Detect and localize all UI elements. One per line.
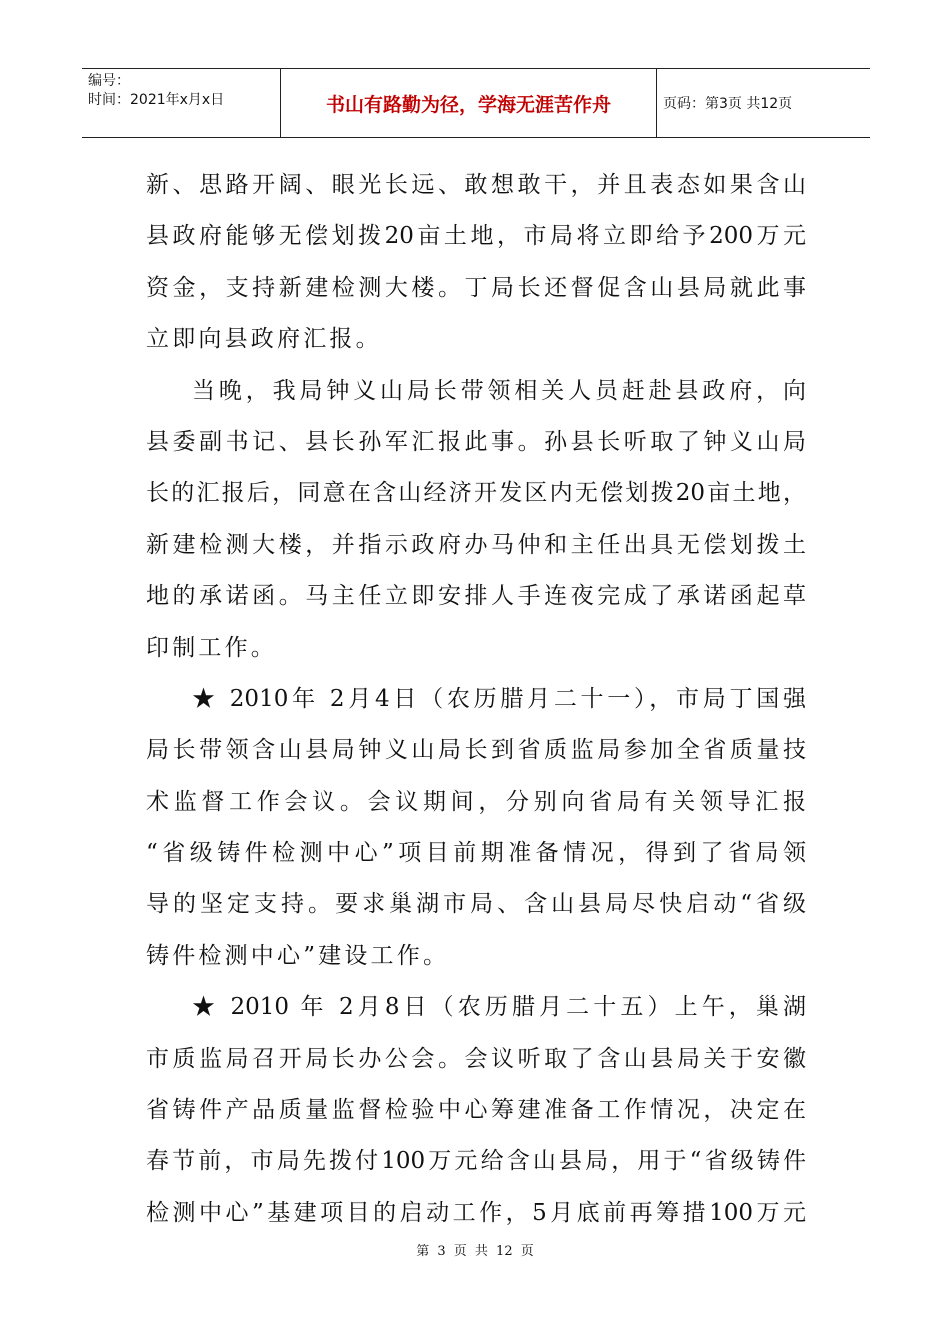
page-footer: 第 3 页 共 12 页 xyxy=(416,1244,534,1259)
body-line: 春节前，市局先拨付100万元给含山县局，用于“省级铸件 xyxy=(146,1148,806,1175)
body-line: 印制工作。 xyxy=(146,634,277,661)
body-line: 地的承诺函。马主任立即安排人手连夜完成了承诺函起草 xyxy=(146,583,806,610)
header-page-cell xyxy=(657,69,870,137)
body-line: ★ 2010 年 2月8日（农历腊月二十五）上午，巢湖 xyxy=(192,994,806,1021)
header-motto: 书山有路勤为径，学海无涯苦作舟 xyxy=(325,93,611,116)
body-line: 检测中心”基建项目的启动工作，5月底前再筹措100万元 xyxy=(146,1199,806,1226)
header-meta-cell xyxy=(82,69,281,137)
body-line: “省级铸件检测中心”项目前期准备情况，得到了省局领 xyxy=(146,840,806,867)
body-line: 资金，支持新建检测大楼。丁局长还督促含山县局就此事 xyxy=(146,274,806,301)
document-number-label: 编号： xyxy=(88,73,130,89)
body-line: 新、思路开阔、眼光长远、敢想敢干，并且表态如果含山 xyxy=(146,172,806,198)
page-header xyxy=(82,68,870,138)
body-line: 导的坚定支持。要求巢湖市局、含山县局尽快启动“省级 xyxy=(146,891,806,918)
body-line: 术监督工作会议。会议期间，分别向省局有关领导汇报 xyxy=(146,788,806,815)
body-line: 铸件检测中心”建设工作。 xyxy=(146,942,450,969)
document-body xyxy=(146,160,806,1239)
body-line: 县委副书记、县长孙军汇报此事。孙县长听取了钟义山局 xyxy=(146,428,806,455)
body-line: 长的汇报后，同意在含山经济开发区内无偿划拨20亩土地， xyxy=(146,480,806,507)
body-line: 新建检测大楼，并指示政府办马仲和主任出具无偿划拨土 xyxy=(146,531,806,558)
header-page-number: 页码：第3页 共12页 xyxy=(663,96,793,112)
document-time-label: 时间：2021年x月x日 xyxy=(88,92,225,108)
body-line: 省铸件产品质量监督检验中心筹建准备工作情况，决定在 xyxy=(146,1097,806,1124)
body-line: 市质监局召开局长办公会。会议听取了含山县局关于安徽 xyxy=(146,1045,806,1072)
body-line: 县政府能够无偿划拨20亩土地，市局将立即给予200万元 xyxy=(146,223,806,250)
body-line: ★ 2010年 2月4日（农历腊月二十一），市局丁国强 xyxy=(192,685,806,712)
body-line: 局长带领含山县局钟义山局长到省质监局参加全省质量技 xyxy=(146,737,806,764)
header-motto-cell xyxy=(281,69,657,137)
body-line: 当晚，我局钟义山局长带领相关人员赶赴县政府，向 xyxy=(192,377,806,404)
body-line: 立即向县政府汇报。 xyxy=(146,326,382,353)
